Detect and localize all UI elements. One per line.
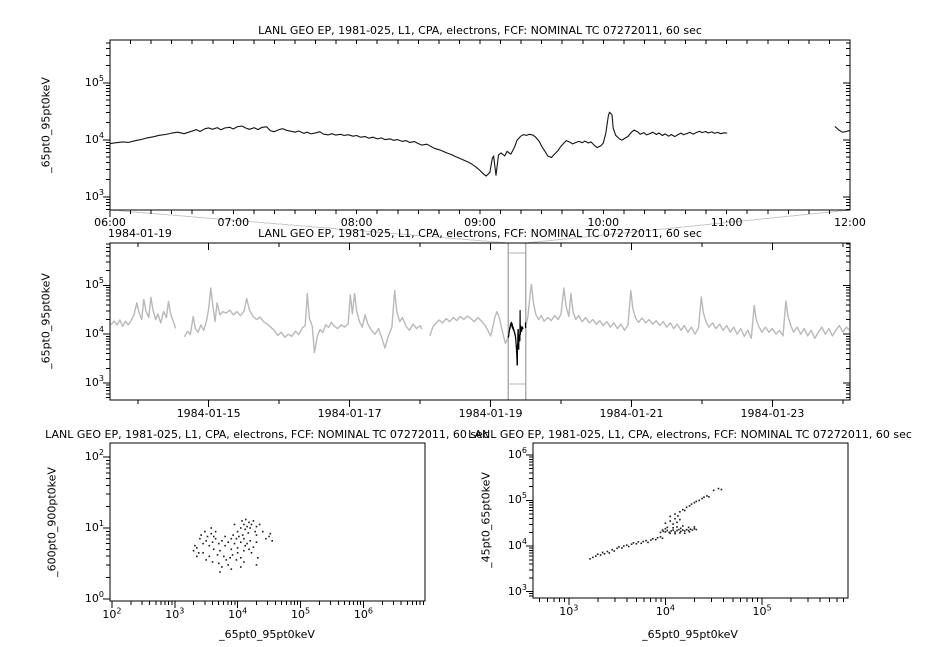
y-tick-label: $10^3$ — [507, 582, 527, 598]
y-axis-title-top: _65pt0_95pt0keV — [39, 77, 53, 173]
chart-title-overview: LANL GEO EP, 1981-025, L1, CPA, electrons, FCF: NOMINAL TC 07272011, 60 sec — [258, 227, 702, 240]
y-axis-title-scatter-right: _45pt0_65pt0keV — [479, 472, 493, 568]
time-tick-label: 12:00 — [834, 216, 866, 229]
x-tick-label: $10^3$ — [165, 606, 185, 621]
x-tick-label: $10^5$ — [752, 603, 772, 618]
plot-area-zoomed-timeseries[interactable] — [110, 40, 850, 210]
plot-area-scatter-right[interactable] — [533, 443, 848, 598]
y-tick-label: $10^6$ — [507, 446, 527, 461]
y-tick-label: $10^3$ — [84, 374, 104, 389]
y-tick-label: $10^5$ — [84, 276, 104, 292]
y-tick-label: $10^4$ — [84, 131, 104, 146]
plot-area-scatter-left[interactable] — [110, 443, 425, 601]
date-tick-label: 1984-01-21 — [599, 407, 664, 420]
y-tick-label: $10^0$ — [84, 590, 104, 605]
x-axis-title-scatter-left: _65pt0_95pt0keV — [219, 628, 315, 641]
overview-zoom-box[interactable] — [508, 243, 526, 400]
time-tick-label: 09:00 — [464, 216, 496, 229]
x-axis-date-label: 1984-01-19 — [108, 227, 172, 240]
y-tick-label: $10^2$ — [84, 448, 104, 464]
date-tick-label: 1984-01-17 — [317, 407, 382, 420]
x-tick-label: $10^6$ — [353, 606, 373, 621]
chart-title-scatter-right: LANL GEO EP, 1981-025, L1, CPA, electrons, FCF: NOMINAL TC 07272011, 60 sec — [468, 428, 912, 441]
x-tick-label: $10^3$ — [559, 603, 579, 618]
chart-title-scatter-left: LANL GEO EP, 1981-025, L1, CPA, electrons, FCF: NOMINAL TC 07272011, 60 sec — [45, 428, 489, 441]
time-tick-label: 07:00 — [217, 216, 250, 229]
time-tick-label: 10:00 — [587, 216, 620, 229]
y-tick-label: $10^3$ — [84, 188, 104, 203]
plot-area-overview-timeseries[interactable] — [110, 243, 850, 400]
x-tick-label: $10^4$ — [655, 603, 675, 618]
x-tick-label: $10^4$ — [228, 606, 248, 621]
x-axis-title-scatter-right: _65pt0_95pt0keV — [642, 628, 738, 641]
y-tick-label: $10^4$ — [507, 537, 527, 552]
y-axis-title-scatter-left: _600pt0_900pt0keV — [45, 467, 59, 577]
time-tick-label: 11:00 — [710, 216, 743, 229]
y-tick-label: $10^1$ — [84, 519, 104, 534]
y-tick-label: $10^4$ — [84, 325, 104, 341]
time-tick-label: 08:00 — [340, 216, 373, 229]
time-tick-label: 06:00 — [94, 216, 126, 229]
date-tick-label: 1984-01-15 — [176, 407, 241, 420]
y-axis-title-overview: _65pt0_95pt0keV — [39, 273, 53, 369]
date-tick-label: 1984-01-23 — [740, 407, 805, 420]
y-tick-label: $10^5$ — [84, 73, 104, 89]
y-tick-label: $10^5$ — [507, 491, 527, 507]
x-tick-label: $10^2$ — [102, 606, 122, 621]
x-tick-label: $10^5$ — [290, 606, 311, 621]
chart-title-top: LANL GEO EP, 1981-025, L1, CPA, electrons, FCF: NOMINAL TC 07272011, 60 sec — [258, 24, 702, 37]
date-tick-label: 1984-01-19 — [458, 407, 523, 420]
